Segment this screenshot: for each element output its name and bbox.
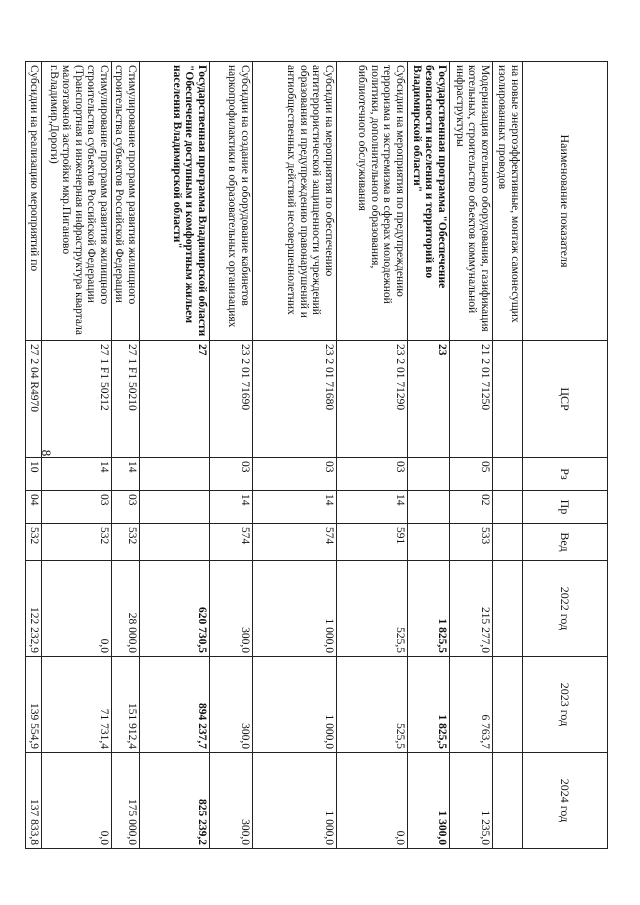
row-2023: 71 731,4: [42, 657, 112, 753]
row-csr: 27 1 F1 50210: [112, 341, 140, 458]
table-row: [112, 62, 140, 849]
row-2023: 6 763,7: [450, 657, 493, 753]
row-2024: 1 000,0: [253, 753, 337, 849]
table-row: [450, 62, 493, 849]
table-row: [408, 62, 450, 849]
row-csr: 27 2 04 R4970: [26, 341, 42, 458]
row-2022: 525,5: [337, 561, 408, 657]
row-rz: 03: [337, 458, 408, 491]
table-row: [493, 62, 523, 849]
row-csr: 27: [140, 341, 210, 458]
row-pr: 14: [337, 491, 408, 524]
col-header-2023: 2023 год: [523, 657, 608, 753]
row-pr: 03: [42, 491, 112, 524]
row-pr: 04: [26, 491, 42, 524]
row-rz: 05: [450, 458, 493, 491]
row-2024: 825 239,2: [140, 753, 210, 849]
row-ved: [140, 524, 210, 561]
row-name: Субсидии на реализацию мероприятий по: [26, 62, 42, 341]
row-2023: 894 237,7: [140, 657, 210, 753]
row-ved: 533: [450, 524, 493, 561]
row-rz: 14: [112, 458, 140, 491]
row-2023: 1 000,0: [253, 657, 337, 753]
table-row: [253, 62, 337, 849]
row-2023: 525,5: [337, 657, 408, 753]
budget-table-container: [28, 61, 608, 848]
row-rz: [493, 458, 523, 491]
row-name: Субсидии на мероприятия по обеспечению антитеррористической защищенности учреждений образования и предупреждению правонарушений и антиобщественных действий несовершеннолетних: [253, 62, 337, 341]
page-number: 8: [39, 449, 54, 457]
row-rz: 03: [253, 458, 337, 491]
row-name: Стимулирование программ развития жилищного строительства субъектов Российской Федерации: [112, 62, 140, 341]
row-2022: 300,0: [210, 561, 253, 657]
row-2022: 28 000,0: [112, 561, 140, 657]
row-2022: [493, 561, 523, 657]
row-pr: [140, 491, 210, 524]
col-header-ved: Вед: [523, 524, 608, 561]
row-name: Государственная программа Владимирской области "Обеспечение доступным и комфортным жильем населения Владимирской области": [140, 62, 210, 341]
row-ved: 574: [253, 524, 337, 561]
row-ved: [408, 524, 450, 561]
header-row: [523, 62, 608, 849]
row-name: Государственная программа "Обеспечение безопасности населения и территорий во Владимирской области": [408, 62, 450, 341]
col-header-2022: 2022 год: [523, 561, 608, 657]
row-2024: 300,0: [210, 753, 253, 849]
row-2024: 175 000,0: [112, 753, 140, 849]
row-rz: 14: [42, 458, 112, 491]
row-2024: 1 300,0: [408, 753, 450, 849]
row-csr: 23: [408, 341, 450, 458]
row-2022: 0,0: [42, 561, 112, 657]
row-name: Субсидии на создание и оборудование кабинетов наркопрофилактики в образовательных организациях: [210, 62, 253, 341]
row-2023: 1 825,5: [408, 657, 450, 753]
col-header-csr: ЦСР: [523, 341, 608, 458]
row-pr: [493, 491, 523, 524]
row-rz: 03: [210, 458, 253, 491]
row-2024: 137 833,8: [26, 753, 42, 849]
row-2024: 0,0: [42, 753, 112, 849]
row-ved: 532: [26, 524, 42, 561]
row-2024: 0,0: [337, 753, 408, 849]
row-pr: 02: [450, 491, 493, 524]
col-header-2024: 2024 год: [523, 753, 608, 849]
budget-table: [26, 61, 609, 849]
row-ved: 591: [337, 524, 408, 561]
row-pr: 14: [253, 491, 337, 524]
row-2022: 122 232,9: [26, 561, 42, 657]
row-2023: [493, 657, 523, 753]
table-row: [42, 62, 112, 849]
row-rz: [408, 458, 450, 491]
row-2023: 139 554,9: [26, 657, 42, 753]
col-header-pr: Пр: [523, 491, 608, 524]
row-2022: 620 730,5: [140, 561, 210, 657]
row-csr: 23 2 01 71290: [337, 341, 408, 458]
row-2023: 300,0: [210, 657, 253, 753]
row-2024: [493, 753, 523, 849]
row-ved: 532: [112, 524, 140, 561]
row-2022: 1 000,0: [253, 561, 337, 657]
row-pr: [408, 491, 450, 524]
row-name: Субсидии на мероприятия по предупреждению терроризма и экстремизма в сферах молодежной политики, дополнительного образования, библиотечного обслуживания: [337, 62, 408, 341]
row-name: Стимулирование программ развития жилищного строительства субъектов Российской Федерации (Транспортная и инженерная инфраструктура квартала малоэтажной застройки мкр.Пиганово г.Владимир,Дороги): [42, 62, 112, 341]
row-2024: 1 235,0: [450, 753, 493, 849]
row-name: Модернизация котельного оборудования, газификация котельных, строительство объектов коммунальной инфраструктуры: [450, 62, 493, 341]
row-pr: 03: [112, 491, 140, 524]
row-csr: 23 2 01 71680: [253, 341, 337, 458]
table-row: [210, 62, 253, 849]
row-2022: 215 277,0: [450, 561, 493, 657]
row-2023: 151 912,4: [112, 657, 140, 753]
row-rz: [140, 458, 210, 491]
row-csr: 23 2 01 71690: [210, 341, 253, 458]
row-ved: 574: [210, 524, 253, 561]
rotated-page-content: [28, 61, 608, 848]
row-ved: [493, 524, 523, 561]
row-csr: 21 2 01 71250: [450, 341, 493, 458]
row-ved: 532: [42, 524, 112, 561]
row-2022: 1 825,5: [408, 561, 450, 657]
table-row: [140, 62, 210, 849]
table-row: [26, 62, 42, 849]
row-pr: 14: [210, 491, 253, 524]
row-name: на новые энергоэффективные, монтаж самонесущих изолированных проводов: [493, 62, 523, 341]
col-header-name: Наименование показателя: [523, 62, 608, 341]
col-header-rz: Рз: [523, 458, 608, 491]
table-row: [337, 62, 408, 849]
row-csr: [493, 341, 523, 458]
row-rz: 10: [26, 458, 42, 491]
row-csr: 27 1 F1 50212: [42, 341, 112, 458]
